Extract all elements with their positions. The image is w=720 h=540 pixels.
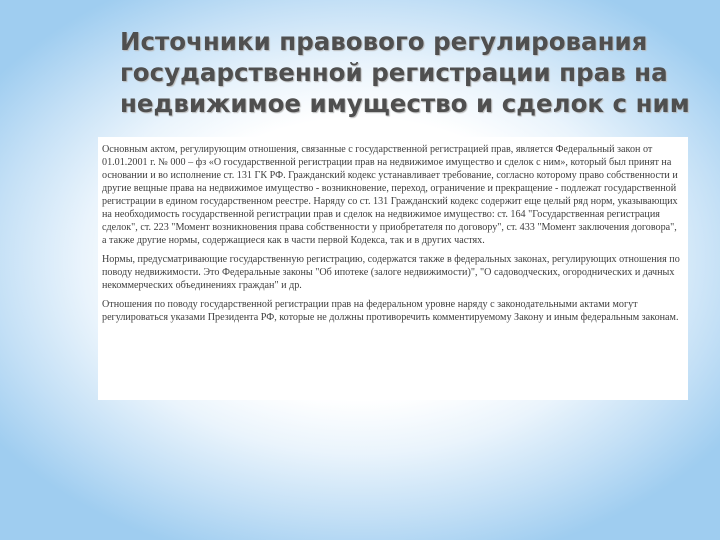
paragraph-presidential-decrees: Отношения по поводу государственной регистрации прав на федеральном уровне наряду с законодательными актами могут регулироваться указами Президента РФ, которые не должны противоречить комментируемому Закону и иным федеральным законам. xyxy=(102,299,679,323)
title-line-3: недвижимое имущество и сделок с ним xyxy=(120,89,690,118)
paragraph-main-act: Основным актом, регулирующим отношения, связанные с государственной регистрацией прав, является Федеральный закон от 01.01.2001 г. № 000 – фз «О государственной регистрации прав на недвижимое имущество и сделок с ним», который был принят на основании и во исполнение ст. 131 ГК РФ. Гражданский кодекс устанавливает требование, согласно которому право собственности и другие вещные права на недвижимое имущество - возникновение, переход, ограничение и прекращение - подлежат государственной регистрации в едином государственном реестре. Наряду со ст. 131 Гражданский кодекс содержит еще целый ряд норм, указывающих на необходимость государственной регистрации прав и сделок на недвижимое имущество: ст. 164 "Государственная регистрация сделок", ст. 223 "Момент возникновения права собственности у приобретателя по договору", ст. 433 "Момент заключения договора", а также другие нормы, содержащиеся как в части первой Кодекса, так и в других частях. xyxy=(102,144,678,246)
paragraph-federal-laws: Нормы, предусматривающие государственную регистрацию, содержатся также в федеральных законах, регулирующих отношения по поводу недвижимости. Это Федеральные законы "Об ипотеке (залоге недвижимости)", "О садоводческих, огороднических и дачных некоммерческих объединениях граждан" и др. xyxy=(102,254,680,291)
body-text-box xyxy=(98,137,688,400)
slide-title xyxy=(120,26,690,119)
title-line-1: Источники правового регулирования xyxy=(120,27,648,56)
title-line-2: государственной регистрации прав на xyxy=(120,58,668,87)
